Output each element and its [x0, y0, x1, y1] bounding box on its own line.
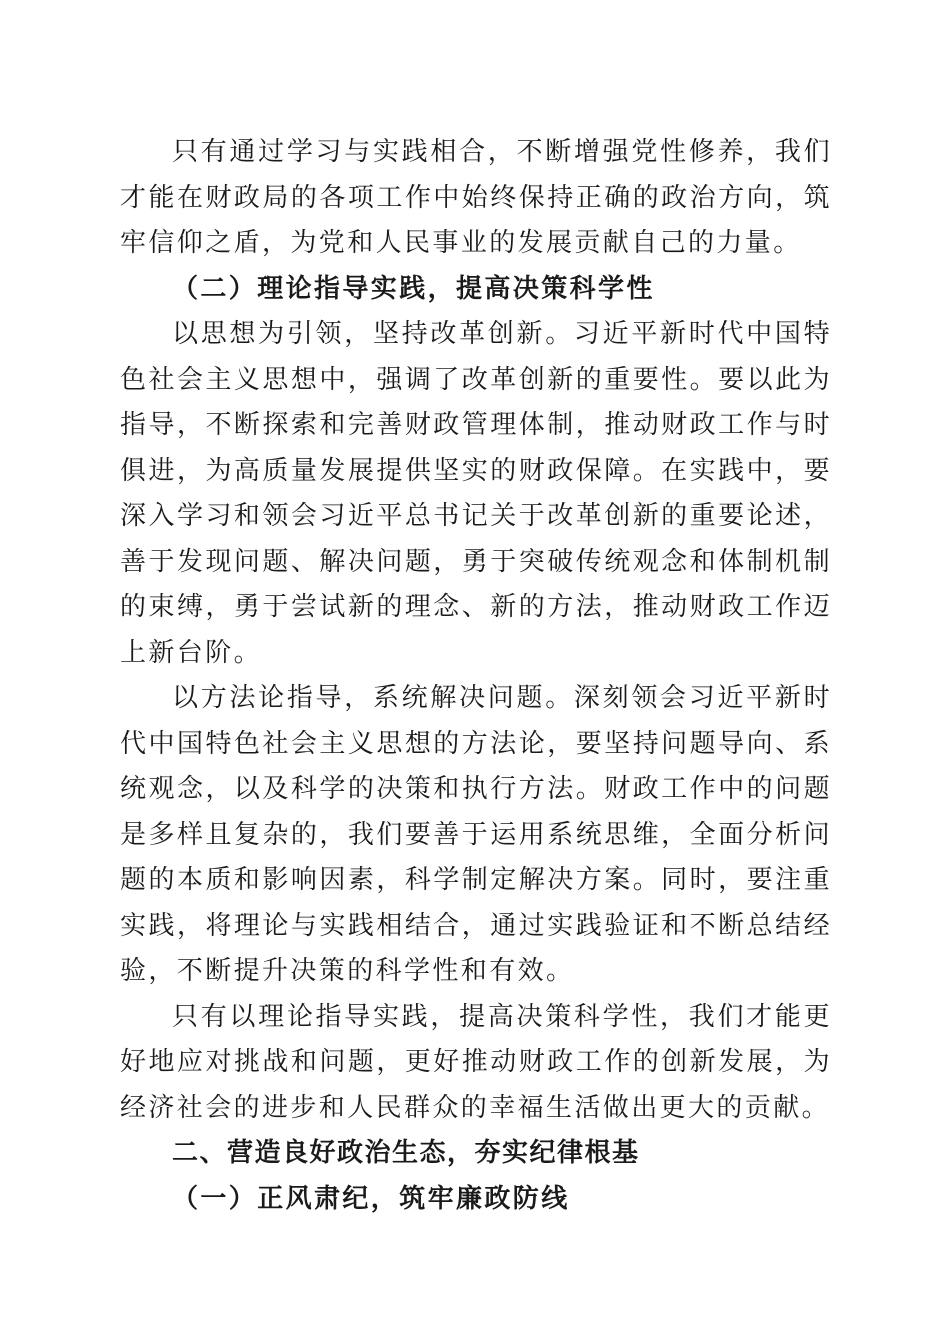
subheading-theory-practice: （二）理论指导实践，提高决策科学性	[172, 273, 655, 304]
document-page	[120, 130, 832, 1222]
paragraph-decision-science: 只有以理论指导实践，提高决策科学性，我们才能更好地应对挑战和问题，更好推动财政工作的创新发展，为经济社会的进步和人民群众的幸福生活做出更大的贡献。	[120, 1001, 832, 1123]
section-heading-political-ecology: 二、营造良好政治生态，夯实纪律根基	[172, 1138, 640, 1168]
paragraph-methodology: 以方法论指导，系统解决问题。深刻领会习近平新时代中国特色社会主义思想的方法论，要坚持问题导向、系统观念，以及科学的决策和执行方法。财政工作中的问题是多样且复杂的，我们要善于运用系统思维，全面分析问题的本质和影响因素，科学制定解决方案。同时，要注重实践，将理论与实践相结合，通过实践验证和不断总结经验，不断提升决策的科学性和有效。	[120, 683, 832, 986]
paragraph-reform-innovation: 以思想为引领，坚持改革创新。习近平新时代中国特色社会主义思想中，强调了改革创新的重要性。要以此为指导，不断探索和完善财政管理体制，推动财政工作与时俱进，为高质量发展提供坚实的财政保障。在实践中，要深入学习和领会习近平总书记关于改革创新的重要论述，善于发现问题、解决问题，勇于突破传统观念和体制机制的束缚，勇于尝试新的理念、新的方法，推动财政工作迈上新台阶。	[120, 319, 832, 668]
subheading-integrity: （一）正风肃纪，筑牢廉政防线	[172, 1183, 570, 1214]
paragraph-party-spirit: 只有通过学习与实践相合，不断增强党性修养，我们才能在财政局的各项工作中始终保持正确的政治方向，筑牢信仰之盾，为党和人民事业的发展贡献自己的力量。	[120, 137, 832, 258]
